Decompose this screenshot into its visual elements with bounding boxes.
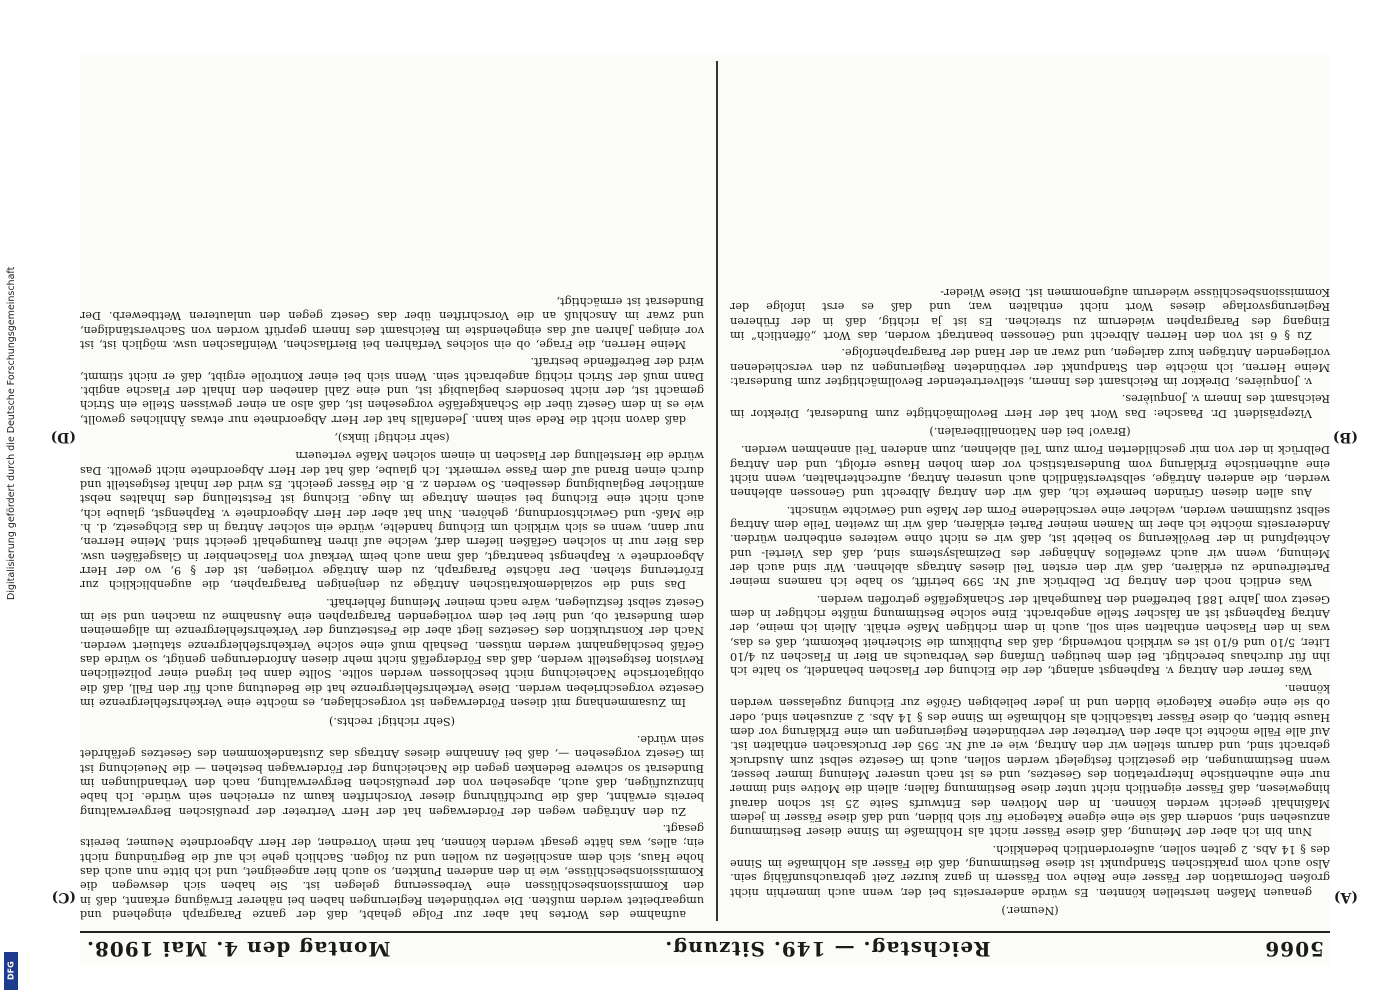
text-column-left <box>730 61 1330 921</box>
paragraph: Was endlich noch den Antrag Dr. Delbrück auf Nr. 599 betrifft, so habe ich namens meiner Parteifreunde zu erklären, daß wir den ersten Teil dieses Antrags ablehnen. Wir sind auch der Meinung, wenn wir auch zweifellos Anhänger des Dezimalsystems sind, daß das Viertel- und Achtelpfund in der Bevölkerung so beliebt ist, daß wir es nicht ohne weiteres entbehren würden. Andererseits möchte ich aber im Namen meiner Partei erklären, daß wir im zweiten Teile dem Antrag selbst zustimmen werden, welcher eine verschiedene Form der Maße und Gewichte wünscht. <box>730 503 1330 589</box>
margin-mark-b: (B) <box>1332 429 1358 445</box>
header-title: Reichstag. — 149. Sitzung. <box>664 937 991 961</box>
paragraph: Nun bin ich aber der Meinung, daß diese Fässer nicht als Hohlmaße im Sinne dieser Bestimmung anzusehen sind, sondern daß sie eine eigene Kategorie für sich bilden, und daß diese Fässer in jedem Maßinhalt geeicht werden können. In den Motiven des Entwurfs Seite 25 ist schon darauf hingewiesen, daß Fässer eigentlich nicht unter diese Bestimmung fallen; allein die Motive sind immer nur eine authentische Interpretation des Gesetzes, und es ist nach unserer Meinung immer besser, wenn Bestimmungen, die gesetzlich festgelegt werden sollen, auch im Gesetze selbst zum Ausdruck gebracht sind, und darum stellen wir den Antrag, wie er auf Nr. 595 der Drucksachen enthalten ist. Auf alle Fälle möchte ich aber den Vertreter der verbündeten Regierungen um eine Erklärung vor dem Hause bitten, ob diese Fässer tatsächlich als Hohlmaße im Sinne des § 14 Abs. 2 anzusehen sind, oder ob sie eine eigene Kategorie bilden und in jeder beliebigen Größe zur Eichung zugelassen werden können. <box>730 681 1330 839</box>
paragraph: Das sind die sozialdemokratischen Anträge zu denjenigen Paragraphen, die augenblicklich zur Erörterung stehen. Der nächste Paragraph, zu dem Anträge vorliegen, ist der § 9, wo der Herr Abgeordnete v. Raphengst beantragt, daß man auch beim Verkauf von Flaschenbier in Glasgefäßen usw. das Bier nur in solchen Gefäßen liefern darf, welche auf ihren Raumgehalt geeicht sind. Meine Herren, nur dann, wenn es sich wirklich um Eichung handelte, würde ein solcher Antrag in das Eichgesetz, d. h. die Maß- und Gewichtsordnung, gehören. Nun hat aber der Herr Abgeordnete v. Raphengst, glaube ich, auch nicht eine Eichung bei seinem Antrage im Auge. Eichung ist Feststellung des Inhaltes nebst amtlicher Beglaubigung desselben. So werden z. B. die Fässer geeicht. Es wird der Inhalt festgestellt und durch einen Brand auf dem Fasse vermerkt. Ich glaube, daß hat der Herr Abgeordnete nicht gewollt. Das würde die Herstellung der Flaschen in einem solchen Maße verteuern <box>80 449 704 592</box>
digitization-credit: Digitalisierung gefördert durch die Deutsche Forschungsgemeinschaft <box>6 266 17 600</box>
interjection: (sehr richtig! links), <box>334 431 450 444</box>
paragraph: Zu § 6 ist von den Herren Albrecht und Genossen beantragt worden, das Wort „öffentlich“ im Eingang des Paragraphen wiederum zu streichen. Es ist ja richtig, daß in der früheren Regierungsvorlage dieses Wort nicht enthalten war, und daß es erst infolge der Kommissionsbeschlüsse wiederum aufgenommen ist. Diese Wieder- <box>730 285 1330 342</box>
column-divider <box>716 61 718 921</box>
dfg-logo: DFG <box>4 952 18 990</box>
margin-mark-d: (D) <box>50 429 76 445</box>
header-date: Montag den 4. Mai 1908. <box>86 937 391 961</box>
interjection: (Neumer.) <box>1001 904 1059 917</box>
paragraph: Im Zusammenhang mit diesen Förderwagen ist vorgeschlagen, es möchte eine Verkehrsfehlergrenze im Gesetze vorgeschrieben werden. Diese Verkehrsfehlergrenze hat die Bedeutung auch für den Fall, daß die obligatorische Nacheichung nicht beschlossen werden sollte. Sollte dann bei irgend einer polizeilichen Revision festgestellt werden, daß das Fördergefäß nicht mehr diesen Anforderungen genügt, so würde das Gefäß beschlagnahmt werden müssen. Deshalb muß eine solche Verkehrsfehlergrenze statuiert werden. Nach der Konstruktion des Gesetzes liegt aber die Festsetzung der Verkehrsfehlergrenze im allgemeinen dem Bundesrat ob, und hier bei dem vorliegenden Paragraphen eine Ausnahme zu machen und sie im Gesetz selbst festzulegen, wäre nach meiner Meinung fehlerhaft. <box>80 595 704 710</box>
document-page <box>50 55 1358 965</box>
paragraph: aufnahme des Wortes hat aber zur Folge gehabt, daß der ganze Paragraph eingehend und umgearbeitet werden mußten. Die verbündeten Regierungen haben bei näherer Erwägung erkannt, daß in den Kommissionsbeschlüssen eine Verbesserung gelegen ist. Sie haben sich deswegen die Kommissionsbeschlüsse, wie in den anderen Punkten, so auch hier angeeignet, und ich bitte nun auch das hohe Haus, sich dem anschließen zu wollen und zu folgen. Sachlich gehe ich auf die Begründung nicht ein; alles, was hätte gesagt werden können, hat mein Vorredner, der Herr Abgeordnete Neumer, bereits gesagt. <box>80 821 704 921</box>
interjection: (Sehr richtig! rechts.) <box>328 714 456 728</box>
interjection: (Bravo! bei den Nationalliberalen.) <box>929 425 1131 438</box>
paragraph: daß davon nicht die Rede sein kann. Jedenfalls hat der Herr Abgeordnete nur etwas Ähnliches gewollt, wie es in dem Gesetz über die Schankgefäße vorgesehen ist, daß also an einer gewissen Stelle ein Strich gemacht ist, der nicht besonders beglaubigt ist, und eine Zahl daneben den Inhalt der Flasche angibt. Dann muß der Strich richtig angebracht sein. Wenn sich bei einer Kontrolle ergibt, daß er nicht stimmt, wird der Betreffende bestraft. <box>80 355 704 426</box>
paragraph: v. Jonquières, Direktor im Reichsamt des Innern, stellvertretender Bevollmächtigter zum Bundesrat: Meine Herren, ich möchte den Standpunkt der verbündeten Regierungen zu den verschiedenen vorliegenden Anträgen kurz darlegen, und zwar an der Hand der Paragraphenfolge. <box>730 346 1330 388</box>
page-header <box>80 931 1330 965</box>
margin-mark-a: (A) <box>1333 889 1358 905</box>
paragraph: Was ferner den Antrag v. Raphengst anlangt, der die Eichung der Flaschen behandelt, so halte ich ihn für durchaus berechtigt. Bei dem heutigen Umfang des Verbrauchs an Bier in Flaschen zu 4/10 Liter, 5/10 und 6/10 ist es wirklich notwendig, daß das Publikum die Sicherheit bekommt, daß es das, was in den Flaschen enthalten sein soll, auch in dem richtigen Maße erhält. Allein ich meine, der Antrag Raphengst ist an falscher Stelle angebracht. Eine solche Bestimmung müßte richtiger in dem Gesetz vom Jahre 1881 betreffend den Raumgehalt der Schankgefäße getroffen werden. <box>730 592 1330 678</box>
paragraph: genauen Maßen herstellen könnten. Es würde andererseits bei der, wenn auch immerhin nicht großen Deformation der Fässer eine Reihe von Fässern in ganz kurzer Zeit gebrauchsunfähig sein. Also auch vom praktischen Standpunkt ist diese Bestimmung, daß die Fässer als Hohlmaße im Sinne des § 14 Abs. 2 gelten sollen, außerordentlich bedenklich. <box>730 842 1330 899</box>
text-column-right <box>80 61 704 921</box>
paragraph: Aus allen diesen Gründen bemerke ich, daß wir den Antrag Albrecht und Genossen ablehnen werden, die anderen Anträge, selbstverständlich auch unseren Antrag, aufrechterhalten, wenn nicht eine authentische Erklärung vom Bundesratstisch vor dem hohen Hause erfolgt, und den Antrag Delbrück in der von mir geschilderten Form zum Teil ablehnen, zum anderen Teil annehmen werden. <box>730 443 1330 500</box>
paragraph: Vizepräsident Dr. Paasche: Das Wort hat der Herr Bevollmächtigte zum Bundesrat, Direktor im Reichsamt des Innern v. Jonquières. <box>730 392 1330 420</box>
margin-mark-c: (C) <box>51 889 76 905</box>
paragraph: Zu den Anträgen wegen der Förderwagen hat der Herr Vertreter der preußischen Bergverwaltung bereits erwähnt, daß die Durchführung dieser Vorschriften kaum zu erreichen sein würde. Ich habe hinzuzufügen, daß auch, abgesehen von der preußischen Bergverwaltung, nach den Verhandlungen im Bundesrat so schwere Bedenken gegen die Nacheichung der Förderwagen bestehen — die Neueichung ist im Gesetz vorgesehen —, daß bei Annahme dieses Antrags das Zustandekommen des Gesetzes gefährdet sein würde. <box>80 732 704 818</box>
page-number: 5066 <box>1264 937 1324 961</box>
paragraph: Meine Herren, die Frage, ob ein solches Verfahren bei Bierflaschen, Weinflaschen usw. möglich ist, ist vor einigen Jahren auf das eingehendste im Reichsamt des Innern geprüft worden von Sachverständigen, und zwar im Anschluß an die Vorschriften über das Gesetz gegen den unlauteren Wettbewerb. Der Bundesrat ist ermächtigt, <box>80 294 704 351</box>
